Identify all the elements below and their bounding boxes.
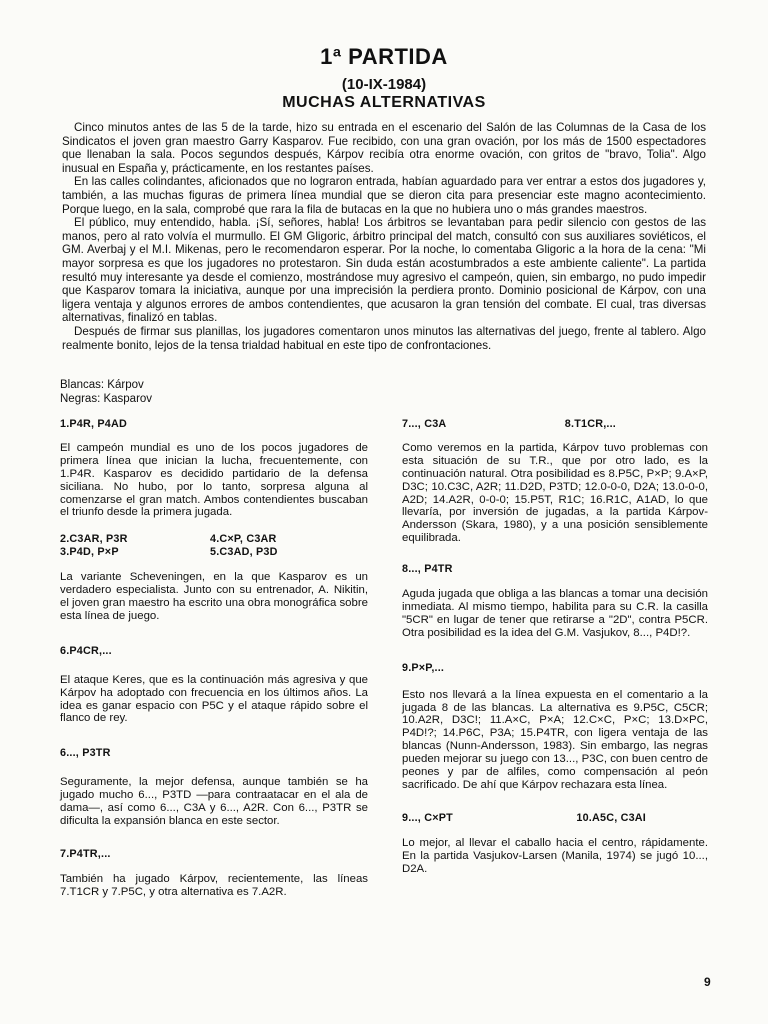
move-comment: El ataque Keres, que es la continuación más agresiva y que Kárpov ha adoptado con frecuencia en los últimos años. La idea es ganar espacio con P5C y el ataque rápido sobre el flanco de rey.: [60, 673, 368, 725]
move-comment: Esto nos llevará a la línea expuesta en el comentario a la jugada 8 de las blancas. La alternativa es 9.P5C, C5CR; 10.A2R, D3C!; 11.A×C, P×A; 12.C×C, P×C; 13.D×PC, P4D!?; 14.P6C, P3A; 15.P4TR, con ligera ventaja de las blancas (Nunn-Andersson, 1983). Sin embargo, las negras pueden mejorar su juego con 13..., P3C, con buen centro de peones y par de alfiles, como compensación al peón sacrificado. De ahí que Kárpov rechazara esta línea.: [402, 688, 708, 791]
intro-paragraph: En las calles colindantes, aficionados que no lograron entrada, habían aguardado para ver entrar a estos dos jugadores y, también, a las muchas figuras de primera línea mundial que se dieron cita para presenciar este magno acontecimiento. Porque luego, en la sala, comprobé que rara la fila de butacas en la que no hubiera uno o más grandes maestros.: [62, 175, 706, 216]
move-comment: La variante Scheveningen, en la que Kasparov es un verdadero especialista. Junto con su entrenador, A. Nikitin, el joven gran maestro ha escrito una obra monográfica sobre esta línea de juego.: [60, 571, 368, 622]
intro-paragraph: Cinco minutos antes de las 5 de la tarde, hizo su entrada en el escenario del Salón de las Columnas de la Casa de los Sindicatos el joven gran maestro Garry Kasparov. Fue recibido, con una gran ovación, por los más de 1500 espectadores que llenaban la sala. Pocos segundos después, Kárpov recibía otra enorme ovación, con gritos de "bravo, Tolia". Algo inusual en España y, prácticamente, en los restantes países.: [62, 121, 706, 175]
move-heading: 1.P4R, P4AD: [60, 418, 128, 430]
intro-paragraph: Después de firmar sus planillas, los jugadores comentaron unos minutos las alternativas del juego, frente al tablero. Algo realmente bonito, lejos de la tensa trialdad habitual en este tipo de confrontaciones.: [62, 324, 706, 352]
move-comment: Lo mejor, al llevar el caballo hacia el centro, rápidamente. En la partida Vasjukov-Larsen (Manila, 1974) se jugó 10..., D2A.: [402, 836, 708, 875]
move-heading: 9.P×P,...: [402, 661, 445, 674]
move-comment: Aguda jugada que obliga a las blancas a tomar una decisión inmediata. Al mismo tiempo, habilita para su C.R. la casilla "5CR" en lugar de tener que retirarse a "2D", contra P5CR. Otra posibilidad es la idea del G.M. Vasjukov, 8..., P4D!?.: [402, 588, 708, 639]
move-heading: 5.C3AD, P3D: [210, 546, 278, 559]
move-heading: 8..., P4TR: [402, 563, 453, 576]
move-heading: 3.P4D, P×P: [60, 546, 119, 559]
move-comment: Como veremos en la partida, Kárpov tuvo problemas con esta situación de su T.R., que por otro lado, es la continuación natural. Otra posibilidad es 8.P5C, P×P; 9.A×P, D3C; 10.C3C, A2R; 11.D2D, P3TD; 12.0-0-0, D2A; 13.0-0-0, A2D; 14.A2R, 0-0-0; 15.P5T, R1C; 16.R1C, A1AD, lo que llevaría, por inversión de jugadas, a la partida Kárpov-Andersson (Skara, 1980), y a una posición sensiblemente equilibrada.: [402, 441, 708, 545]
right-column: [402, 418, 708, 875]
move-comment: También ha jugado Kárpov, recientemente, las líneas 7.T1CR y 7.P5C, y otra alternativa es 7.A2R.: [60, 872, 368, 898]
move-heading: 10.A5C, C3AI: [576, 811, 646, 824]
page-number: 9: [704, 975, 711, 989]
move-comment: El campeón mundial es uno de los pocos jugadores de primera línea que inician la lucha, frecuentemente, con 1.P4R. Kasparov es decidido partidario de la defensa siciliana. No hubo, por lo tanto, sorpresa alguna al comenzarse el gran match. Ambos contendientes buscaban el triunfo desde la primera jugada.: [60, 441, 368, 519]
move-heading: 8.T1CR,...: [564, 418, 616, 430]
move-heading: 4.C×P, C3AR: [210, 533, 277, 546]
page-subtitle: MUCHAS ALTERNATIVAS: [282, 94, 486, 111]
move-pair: [402, 418, 708, 431]
move-heading: 7..., C3A: [402, 418, 447, 430]
move-pair: [402, 812, 708, 825]
move-heading: 2.C3AR, P3R: [60, 533, 128, 546]
game-date: (10-IX-1984): [341, 76, 427, 93]
move-pairs: [60, 533, 368, 559]
page-title: 1ª PARTIDA: [320, 44, 448, 69]
move-comment: Seguramente, la mejor defensa, aunque también se ha jugado mucho 6..., P3TD —para contraatacar en el ala de dama—, así como 6..., C3A y 6..., A2R. Con 6..., P3TR se dificulta la expansión blanca en este sector.: [60, 776, 368, 827]
move-heading: 6..., P3TR: [60, 747, 111, 760]
left-column: [60, 418, 368, 899]
intro-text: [62, 121, 706, 352]
move-heading: 9..., C×PT: [402, 811, 453, 824]
black-player: Negras: Kasparov: [60, 393, 153, 405]
intro-paragraph: El público, muy entendido, habla. ¡Sí, señores, habla! Los árbitros se levantaban para pedir silencio con gestos de las manos, pero al rato volvía el murmullo. El GM Gligoric, árbitro principal del match, consultó con sus auxiliares soviéticos, el GM. Averbaj y el M.I. Mikenas, pero le recomendaron esperar. Por la noche, lo comentaba Gligoric a la hora de la cena: "Mi mayor sorpresa es que los jugadores no protestaron. Sin duda están acostumbrados a este ambiente caliente". La partida resultó muy interesante ya desde el comienzo, mostrándose muy agresivo el campeón, quien, sin embargo, no pudo impedir que Kasparov tomara la iniciativa, aunque por una imprecisión la perdiera pronto. Dominio posicional de Kárpov, con una ligera ventaja y algunos errores de ambos contendientes, que acusaron la gran tensión del combate. El cual, tras diversas alternativas, finalizó en tablas.: [62, 216, 706, 325]
move-heading: 7.P4TR,...: [60, 847, 111, 860]
move-heading: 6.P4CR,...: [60, 644, 112, 657]
white-player: Blancas: Kárpov: [60, 379, 144, 391]
players-block: [60, 378, 152, 406]
